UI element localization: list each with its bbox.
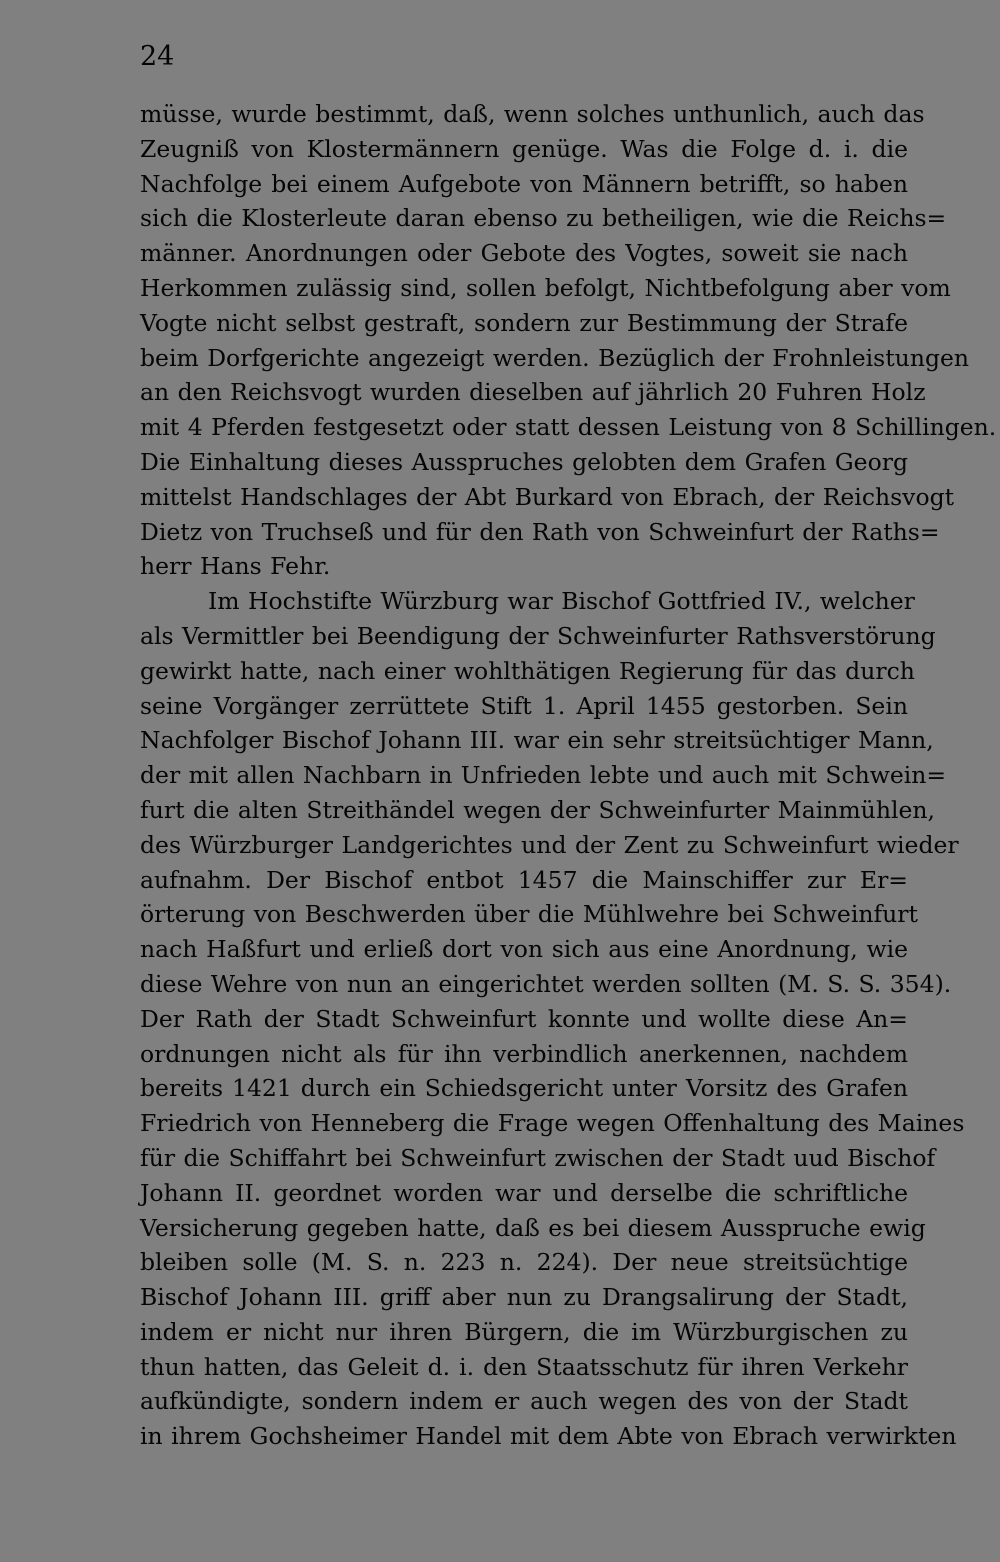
text-line: gewirkt hatte, nach einer wohlthätigen Regierung für das durch bbox=[140, 656, 915, 685]
text-line: thun hatten, das Geleit d. i. den Staatsschutz für ihren Verkehr bbox=[140, 1352, 908, 1381]
text-line: des Würzburger Landgerichtes und der Zent zu Schweinfurt wieder bbox=[140, 830, 959, 859]
text-line: nach Haßfurt und erließ dort von sich aus eine Anordnung, wie bbox=[140, 935, 908, 964]
text-line: Johann II. geordnet worden war und derselbe die schriftliche bbox=[140, 1178, 908, 1207]
text-line: für die Schiffahrt bei Schweinfurt zwischen der Stadt uud Bischof bbox=[140, 1143, 936, 1172]
text-line: örterung von Beschwerden über die Mühlwehre bei Schweinfurt bbox=[140, 900, 918, 929]
text-line: Vogte nicht selbst gestraft, sondern zur Bestimmung der Strafe bbox=[140, 308, 908, 337]
text-line: Versicherung gegeben hatte, daß es bei diesem Ausspruche ewig bbox=[140, 1213, 926, 1242]
text-line: Herkommen zulässig sind, sollen befolgt, Nichtbefolgung aber vom bbox=[140, 273, 951, 302]
text-line: in ihrem Gochsheimer Handel mit dem Abte von Ebrach verwirkten bbox=[140, 1422, 957, 1451]
text-line: mittelst Handschlages der Abt Burkard von Ebrach, der Reichsvogt bbox=[140, 482, 955, 511]
text-line: bleiben solle (M. S. n. 223 n. 224). Der neue streitsüchtige bbox=[140, 1248, 908, 1277]
text-line: mit 4 Pferden festgesetzt oder statt dessen Leistung von 8 Schillingen. bbox=[140, 413, 997, 442]
text-line: an den Reichsvogt wurden dieselben auf jährlich 20 Fuhren Holz bbox=[140, 378, 926, 407]
text-line: Nachfolger Bischof Johann III. war ein sehr streitsüchtiger Mann, bbox=[140, 726, 934, 755]
text-line: beim Dorfgerichte angezeigt werden. Bezüglich der Frohnleistungen bbox=[140, 343, 970, 372]
text-line: Zeugniß von Klostermännern genüge. Was die Folge d. i. die bbox=[140, 134, 908, 163]
text-line: männer. Anordnungen oder Gebote des Vogtes, soweit sie nach bbox=[140, 239, 908, 268]
page-number: 24 bbox=[140, 41, 175, 72]
text-line: indem er nicht nur ihren Bürgern, die im Würzburgischen zu bbox=[140, 1317, 908, 1346]
text-line: als Vermittler bei Beendigung der Schweinfurter Rathsverstörung bbox=[140, 621, 936, 650]
text-line: Bischof Johann III. griff aber nun zu Drangsalirung der Stadt, bbox=[140, 1283, 908, 1312]
paragraph-end-line: herr Hans Fehr. bbox=[140, 552, 331, 581]
text-line: der mit allen Nachbarn in Unfrieden lebte und auch mit Schwein= bbox=[140, 761, 947, 790]
text-line: aufkündigte, sondern indem er auch wegen des von der Stadt bbox=[140, 1387, 908, 1416]
text-line: ordnungen nicht als für ihn verbindlich anerkennen, nachdem bbox=[140, 1039, 908, 1068]
text-line: Der Rath der Stadt Schweinfurt konnte und wollte diese An= bbox=[140, 1004, 908, 1033]
text-line: Friedrich von Henneberg die Frage wegen Offenhaltung des Maines bbox=[140, 1109, 965, 1138]
text-line: furt die alten Streithändel wegen der Schweinfurter Mainmühlen, bbox=[140, 795, 935, 824]
text-line: bereits 1421 durch ein Schiedsgericht unter Vorsitz des Grafen bbox=[140, 1074, 908, 1103]
text-line: seine Vorgänger zerrüttete Stift 1. April 1455 gestorben. Sein bbox=[140, 691, 908, 720]
text-line: Nachfolge bei einem Aufgebote von Männern betrifft, so haben bbox=[140, 169, 908, 198]
body-text bbox=[140, 97, 997, 1454]
text-line: Die Einhaltung dieses Ausspruches gelobten dem Grafen Georg bbox=[140, 447, 908, 476]
text-line: sich die Klosterleute daran ebenso zu betheiligen, wie die Reichs= bbox=[140, 204, 947, 233]
text-line: müsse, wurde bestimmt, daß, wenn solches unthunlich, auch das bbox=[140, 100, 925, 128]
text-line: Dietz von Truchseß und für den Rath von Schweinfurt der Raths= bbox=[140, 517, 940, 546]
text-line: diese Wehre von nun an eingerichtet werden sollten (M. S. S. 354). bbox=[140, 969, 952, 998]
text-line: aufnahm. Der Bischof entbot 1457 die Mainschiffer zur Er= bbox=[140, 865, 908, 894]
paragraph-start-line: Im Hochstifte Würzburg war Bischof Gottfried IV., welcher bbox=[208, 587, 915, 616]
